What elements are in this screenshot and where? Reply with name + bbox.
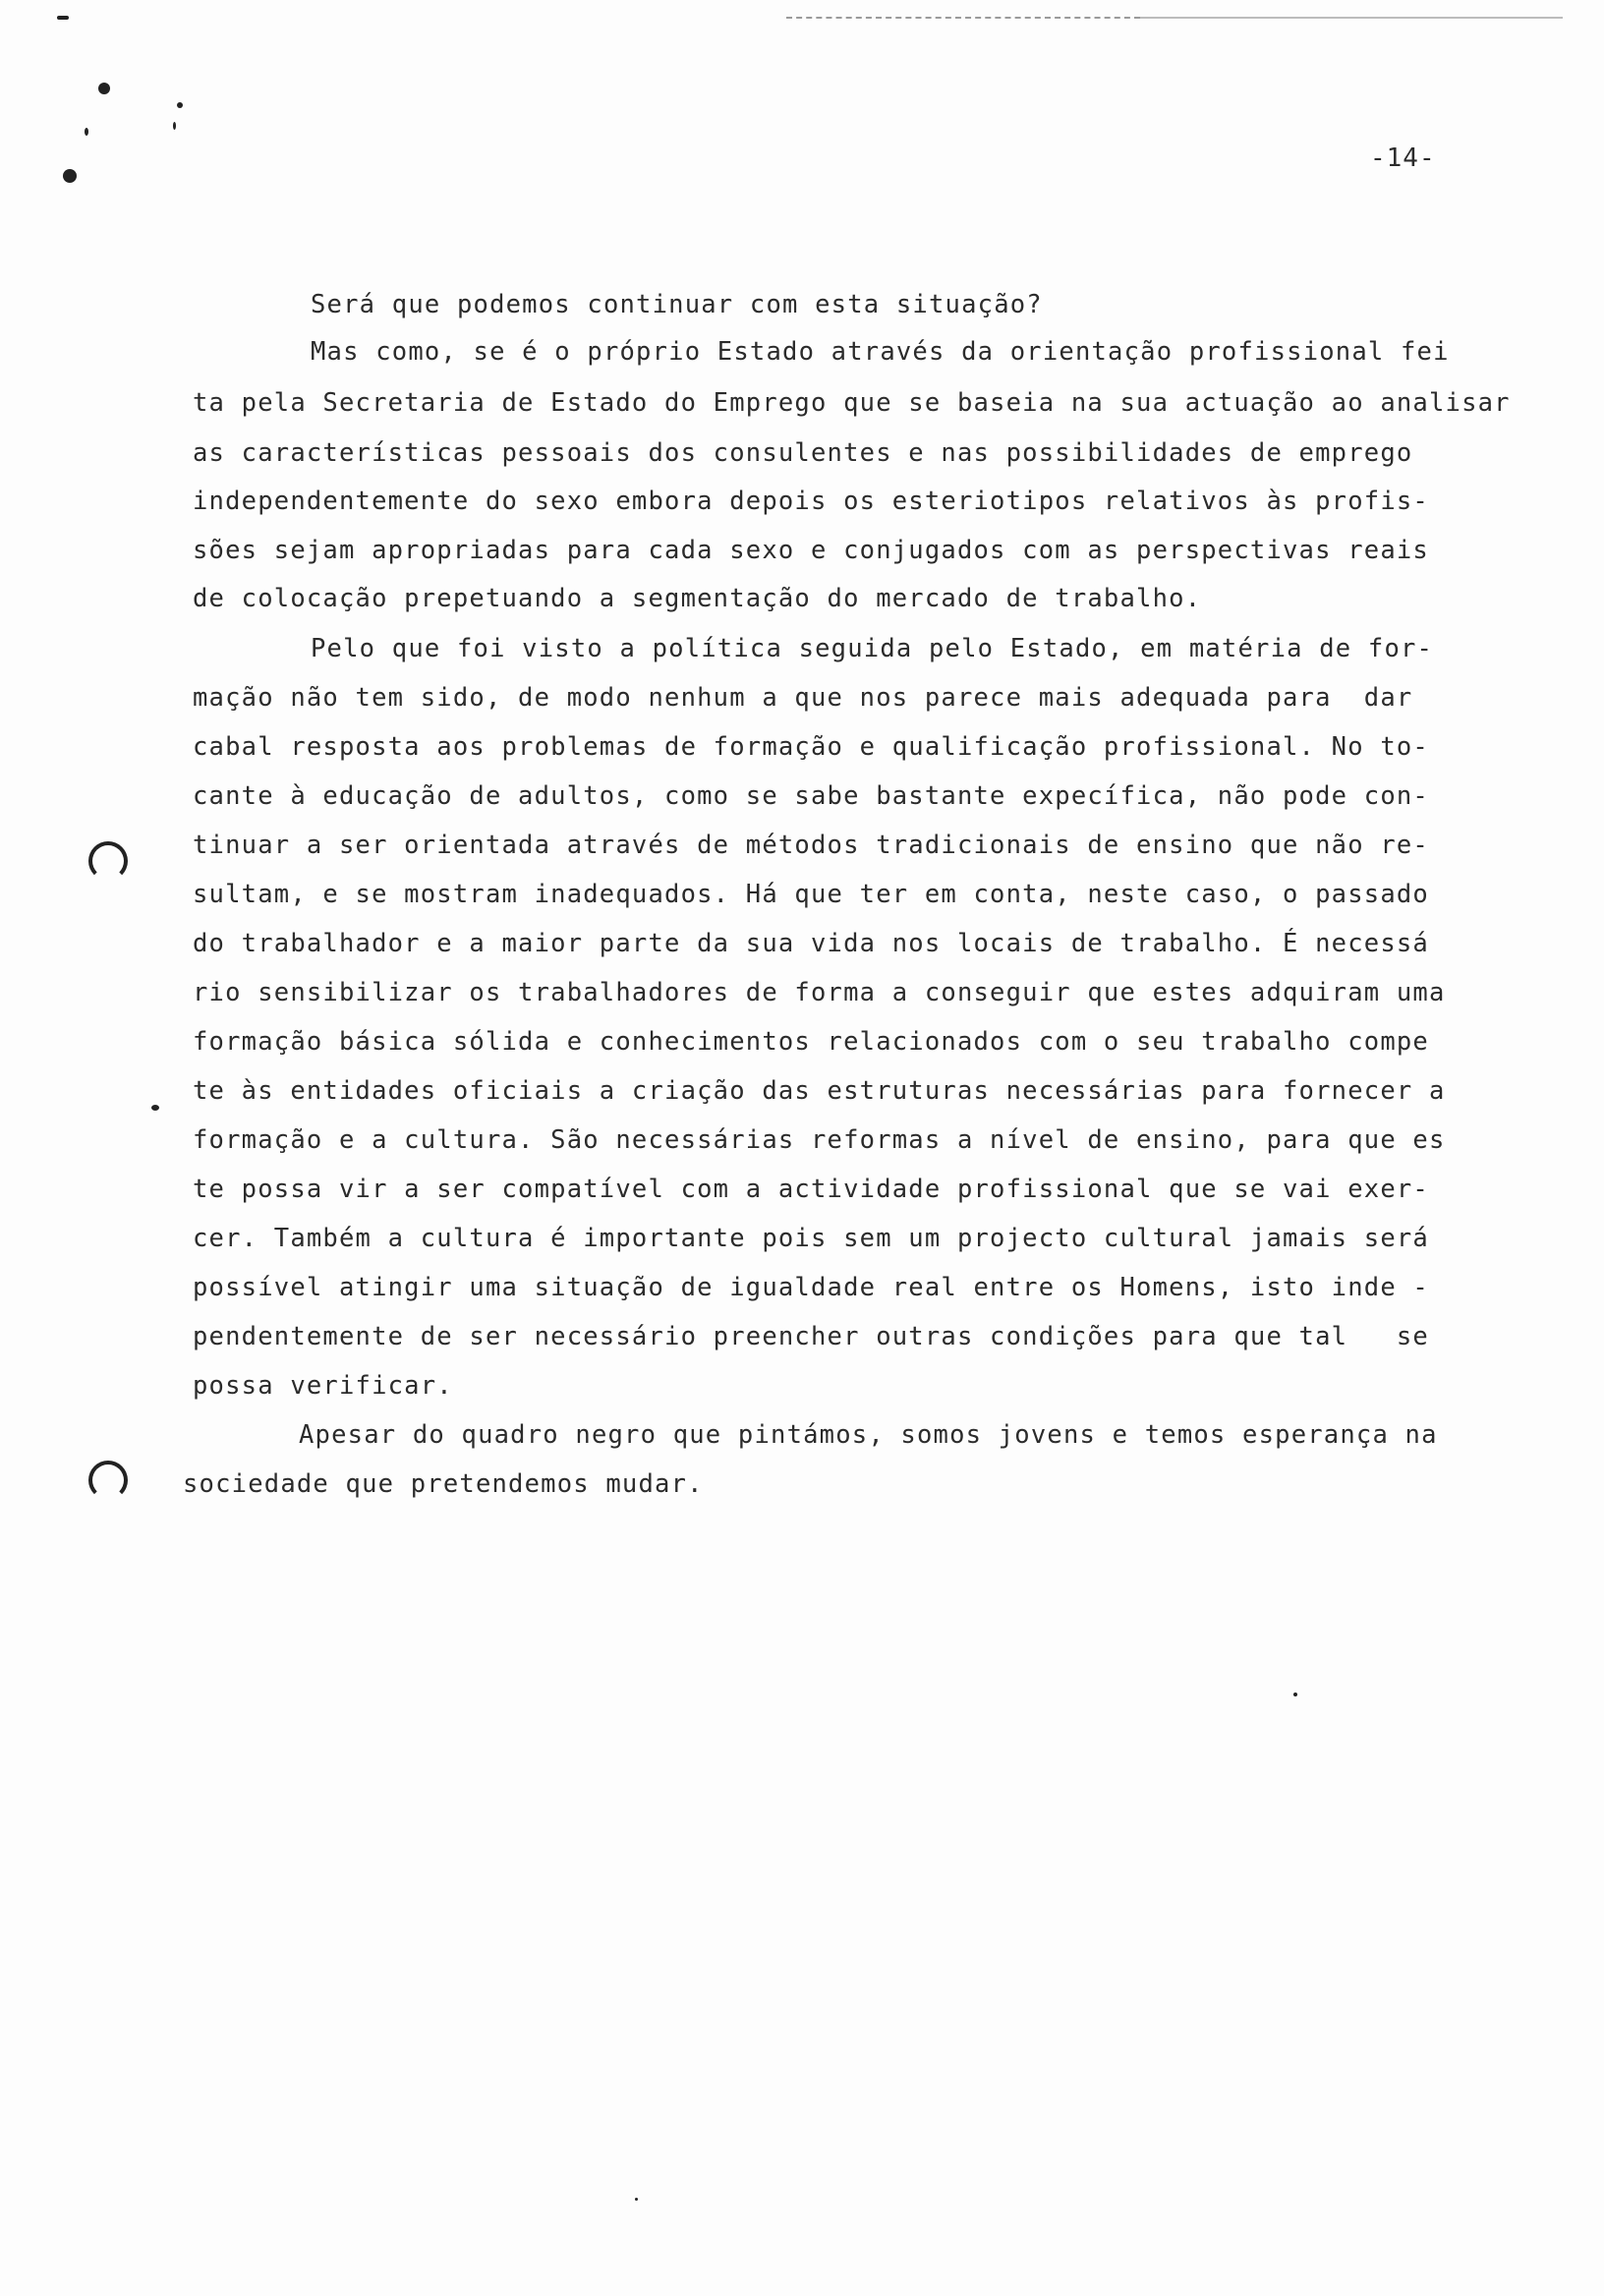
scan-speck <box>177 102 183 108</box>
text-line: rio sensibilizar os trabalhadores de forma a conseguir que estes adquiram uma <box>193 978 1446 1007</box>
punch-hole-mark <box>88 1461 128 1500</box>
text-line: cer. Também a cultura é importante pois sem um projecto cultural jamais será <box>193 1224 1429 1253</box>
text-line: te às entidades oficiais a criação das estruturas necessárias para fornecer a <box>193 1076 1446 1106</box>
text-line: te possa vir a ser compatível com a actividade profissional que se vai exer- <box>193 1175 1429 1204</box>
text-line: ta pela Secretaria de Estado do Emprego que se baseia na sua actuação ao analisar <box>193 388 1511 418</box>
scan-speck <box>85 128 88 136</box>
text-line: do trabalhador e a maior parte da sua vida nos locais de trabalho. É necessá <box>193 929 1429 958</box>
scan-artifact-line <box>1140 17 1563 19</box>
text-line: Apesar do quadro negro que pintámos, somos jovens e temos esperança na <box>299 1420 1438 1450</box>
scan-speck <box>635 2198 638 2201</box>
text-line: pendentemente de ser necessário preencher outras condições para que tal se <box>193 1322 1429 1351</box>
scan-artifact-line <box>786 17 1140 19</box>
scan-speck <box>173 122 176 130</box>
text-line: tinuar a ser orientada através de métodos tradicionais de ensino que não re- <box>193 831 1429 860</box>
page-number: -14- <box>1370 144 1436 173</box>
scan-speck <box>151 1105 159 1111</box>
text-line: formação e a cultura. São necessárias reformas a nível de ensino, para que es <box>193 1125 1446 1155</box>
text-line: mação não tem sido, de modo nenhum a que nos parece mais adequada para dar <box>193 683 1413 713</box>
scan-speck <box>57 16 69 20</box>
text-line: formação básica sólida e conhecimentos relacionados com o seu trabalho compe <box>193 1027 1429 1057</box>
text-line: sultam, e se mostram inadequados. Há que ter em conta, neste caso, o passado <box>193 880 1429 909</box>
text-line: possível atingir uma situação de igualdade real entre os Homens, isto inde - <box>193 1273 1429 1302</box>
scan-speck <box>63 169 77 183</box>
text-line: de colocação prepetuando a segmentação do mercado de trabalho. <box>193 584 1202 613</box>
text-line: Mas como, se é o próprio Estado através da orientação profissional fei <box>311 337 1450 367</box>
text-line: possa verificar. <box>193 1371 453 1401</box>
text-line: Pelo que foi visto a política seguida pelo Estado, em matéria de for- <box>311 634 1434 663</box>
text-line: sões sejam apropriadas para cada sexo e conjugados com as perspectivas reais <box>193 536 1429 565</box>
text-line: sociedade que pretendemos mudar. <box>183 1469 704 1499</box>
text-line: cabal resposta aos problemas de formação e qualificação profissional. No to- <box>193 732 1429 762</box>
scan-speck <box>1293 1693 1297 1696</box>
text-line: Será que podemos continuar com esta situação? <box>311 290 1043 319</box>
scan-speck <box>98 83 110 94</box>
text-line: as características pessoais dos consulentes e nas possibilidades de emprego <box>193 438 1413 468</box>
text-line: cante à educação de adultos, como se sabe bastante expecífica, não pode con- <box>193 781 1429 811</box>
text-line: independentemente do sexo embora depois os esteriotipos relativos às profis- <box>193 487 1429 516</box>
punch-hole-mark <box>88 841 128 881</box>
